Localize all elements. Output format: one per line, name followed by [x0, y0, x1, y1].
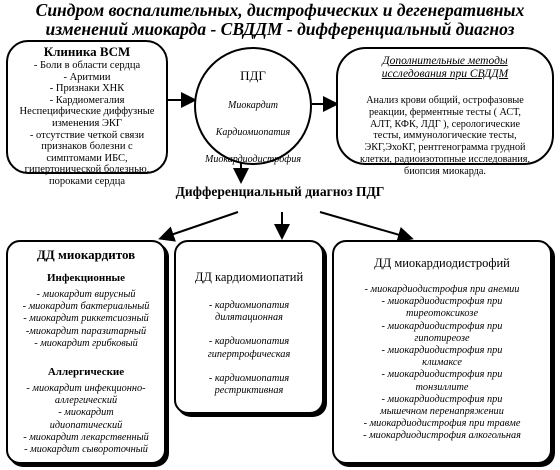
clinic-line: - Боли в области сердца [33, 60, 141, 71]
extra-lines [338, 95, 552, 178]
cardiomyopathy-heading: ДД кардиомиопатий [194, 270, 304, 284]
arrow-diff-to-myocarditis [162, 212, 238, 238]
extra-line: ЭКГ,ЭхоКГ, рентгенограмма грудной [364, 142, 526, 154]
list-item: - миокардит грибковый [34, 337, 138, 349]
pdg-item-dystrophy: Миокардиодистрофия [204, 154, 302, 165]
list-item: - кардиомиопатия [208, 300, 290, 311]
dystrophy-list [334, 284, 550, 443]
list-item: - миокардиодистрофия при [381, 369, 503, 381]
list-item: - миокардит лекарственный [23, 431, 149, 443]
clinic-line: - Аритмии [63, 71, 111, 83]
pdg-item-cardiomyopathy: Кардиомиопатия [215, 127, 291, 138]
clinic-line: - Кардиомегалия [49, 94, 125, 106]
extra-heading [338, 55, 552, 80]
pdg-item-myocarditis: Миокардит [228, 100, 278, 111]
list-item: - кардиомиопатия [208, 336, 290, 348]
infectious-list [8, 289, 164, 350]
list-item: - миокардиодистрофия алкогольная [363, 430, 521, 442]
list-item: - миокардит бактериальный [22, 301, 150, 313]
clinic-line: симптомами ИБС, [46, 152, 128, 164]
myocarditis-heading: ДД миокардитов [36, 247, 136, 262]
allergic-list [8, 383, 164, 456]
list-item: дилятационная [215, 312, 283, 324]
title-line-1: Синдром воспалительных, дистрофических и дегенеративных [35, 0, 525, 20]
list-item: - миокардиодистрофия при [381, 393, 503, 405]
infectious-heading: Инфекционные [46, 272, 126, 284]
clinic-line: изменения ЭКГ [52, 117, 122, 129]
clinic-line: - отсутствие четкой связи [29, 129, 145, 141]
list-item: мышечном перенапряжении [380, 406, 504, 418]
list-item: - миокардиодистрофия при травме [363, 418, 521, 430]
allergic-heading: Аллергические [47, 366, 125, 378]
list-item: - миокардит сывороточный [24, 444, 148, 456]
clinic-line: гипертонической болезнью, [24, 164, 150, 176]
list-item: - миокардиодистрофия при [381, 345, 503, 357]
list-item: гипотиреозе [414, 332, 470, 344]
pdg-heading: ПДГ [240, 68, 266, 83]
extra-line: тесты, иммунологические тесты, [373, 130, 517, 142]
list-item: -миокардит паразитарный [25, 325, 147, 337]
dystrophy-box [332, 240, 552, 464]
list-item: - миокардит вирусный [36, 289, 136, 300]
pdg-oval [194, 47, 312, 165]
extra-methods-box [336, 47, 554, 177]
extra-heading-line-2: исследования при СВДДМ [381, 67, 509, 80]
list-item: - кардиомиопатия [208, 372, 290, 384]
arrow-diff-to-dystrophy [320, 212, 410, 238]
list-item: - миокардит риккетсиозный [23, 313, 149, 325]
extra-line: Анализ крови общий, острофазовые [366, 95, 524, 106]
list-item: гипертрофическая [207, 348, 291, 360]
list-spacer [176, 361, 322, 373]
myocarditis-box [6, 240, 166, 464]
list-item: рестриктивная [214, 385, 284, 397]
clinic-lines [8, 60, 166, 188]
list-item: - миокардиодистрофия при анемии [364, 284, 520, 295]
clinic-line: - Признаки ХНК [49, 83, 125, 95]
list-item: аллергический [54, 395, 118, 407]
extra-line: клетки, радиоизотопные исследования, [359, 153, 531, 165]
extra-line: биопсия миокарда. [404, 165, 486, 177]
extra-line: реакции, ферментные тесты ( АСТ, [369, 106, 521, 118]
list-item: - миокардит [58, 407, 114, 419]
list-item: - миокардит инфекционно- [26, 383, 146, 394]
list-item: климаксе [422, 357, 462, 369]
clinic-heading: Клиника ВСМ [43, 44, 131, 59]
clinic-line: признаков болезни с [41, 141, 133, 153]
extra-heading-line-1: Дополнительные методы [382, 55, 508, 67]
list-spacer [176, 324, 322, 336]
list-item: идиопатический [49, 419, 123, 431]
cardiomyopathy-box [174, 240, 324, 414]
list-item: - миокардиодистрофия при [381, 296, 503, 308]
list-item: тонзиллите [415, 381, 469, 393]
clinic-line: Неспецифические диффузные [19, 106, 155, 118]
list-item: - миокардиодистрофия при [381, 320, 503, 332]
extra-line: АЛТ, КФК, ЛДГ ), серологические [369, 118, 520, 130]
clinic-line: пороками сердца [48, 175, 126, 187]
list-item: тиреотоксикозе [405, 308, 479, 320]
dystrophy-heading: ДД миокардиодистрофий [374, 256, 510, 270]
clinic-box [6, 40, 168, 187]
cardiomyopathy-list [176, 300, 322, 397]
title-line-2: изменений миокарда - СВДДМ - дифференциальный диагноз [45, 19, 515, 39]
differential-diagnosis-label: Дифференциальный диагноз ПДГ [175, 184, 385, 199]
